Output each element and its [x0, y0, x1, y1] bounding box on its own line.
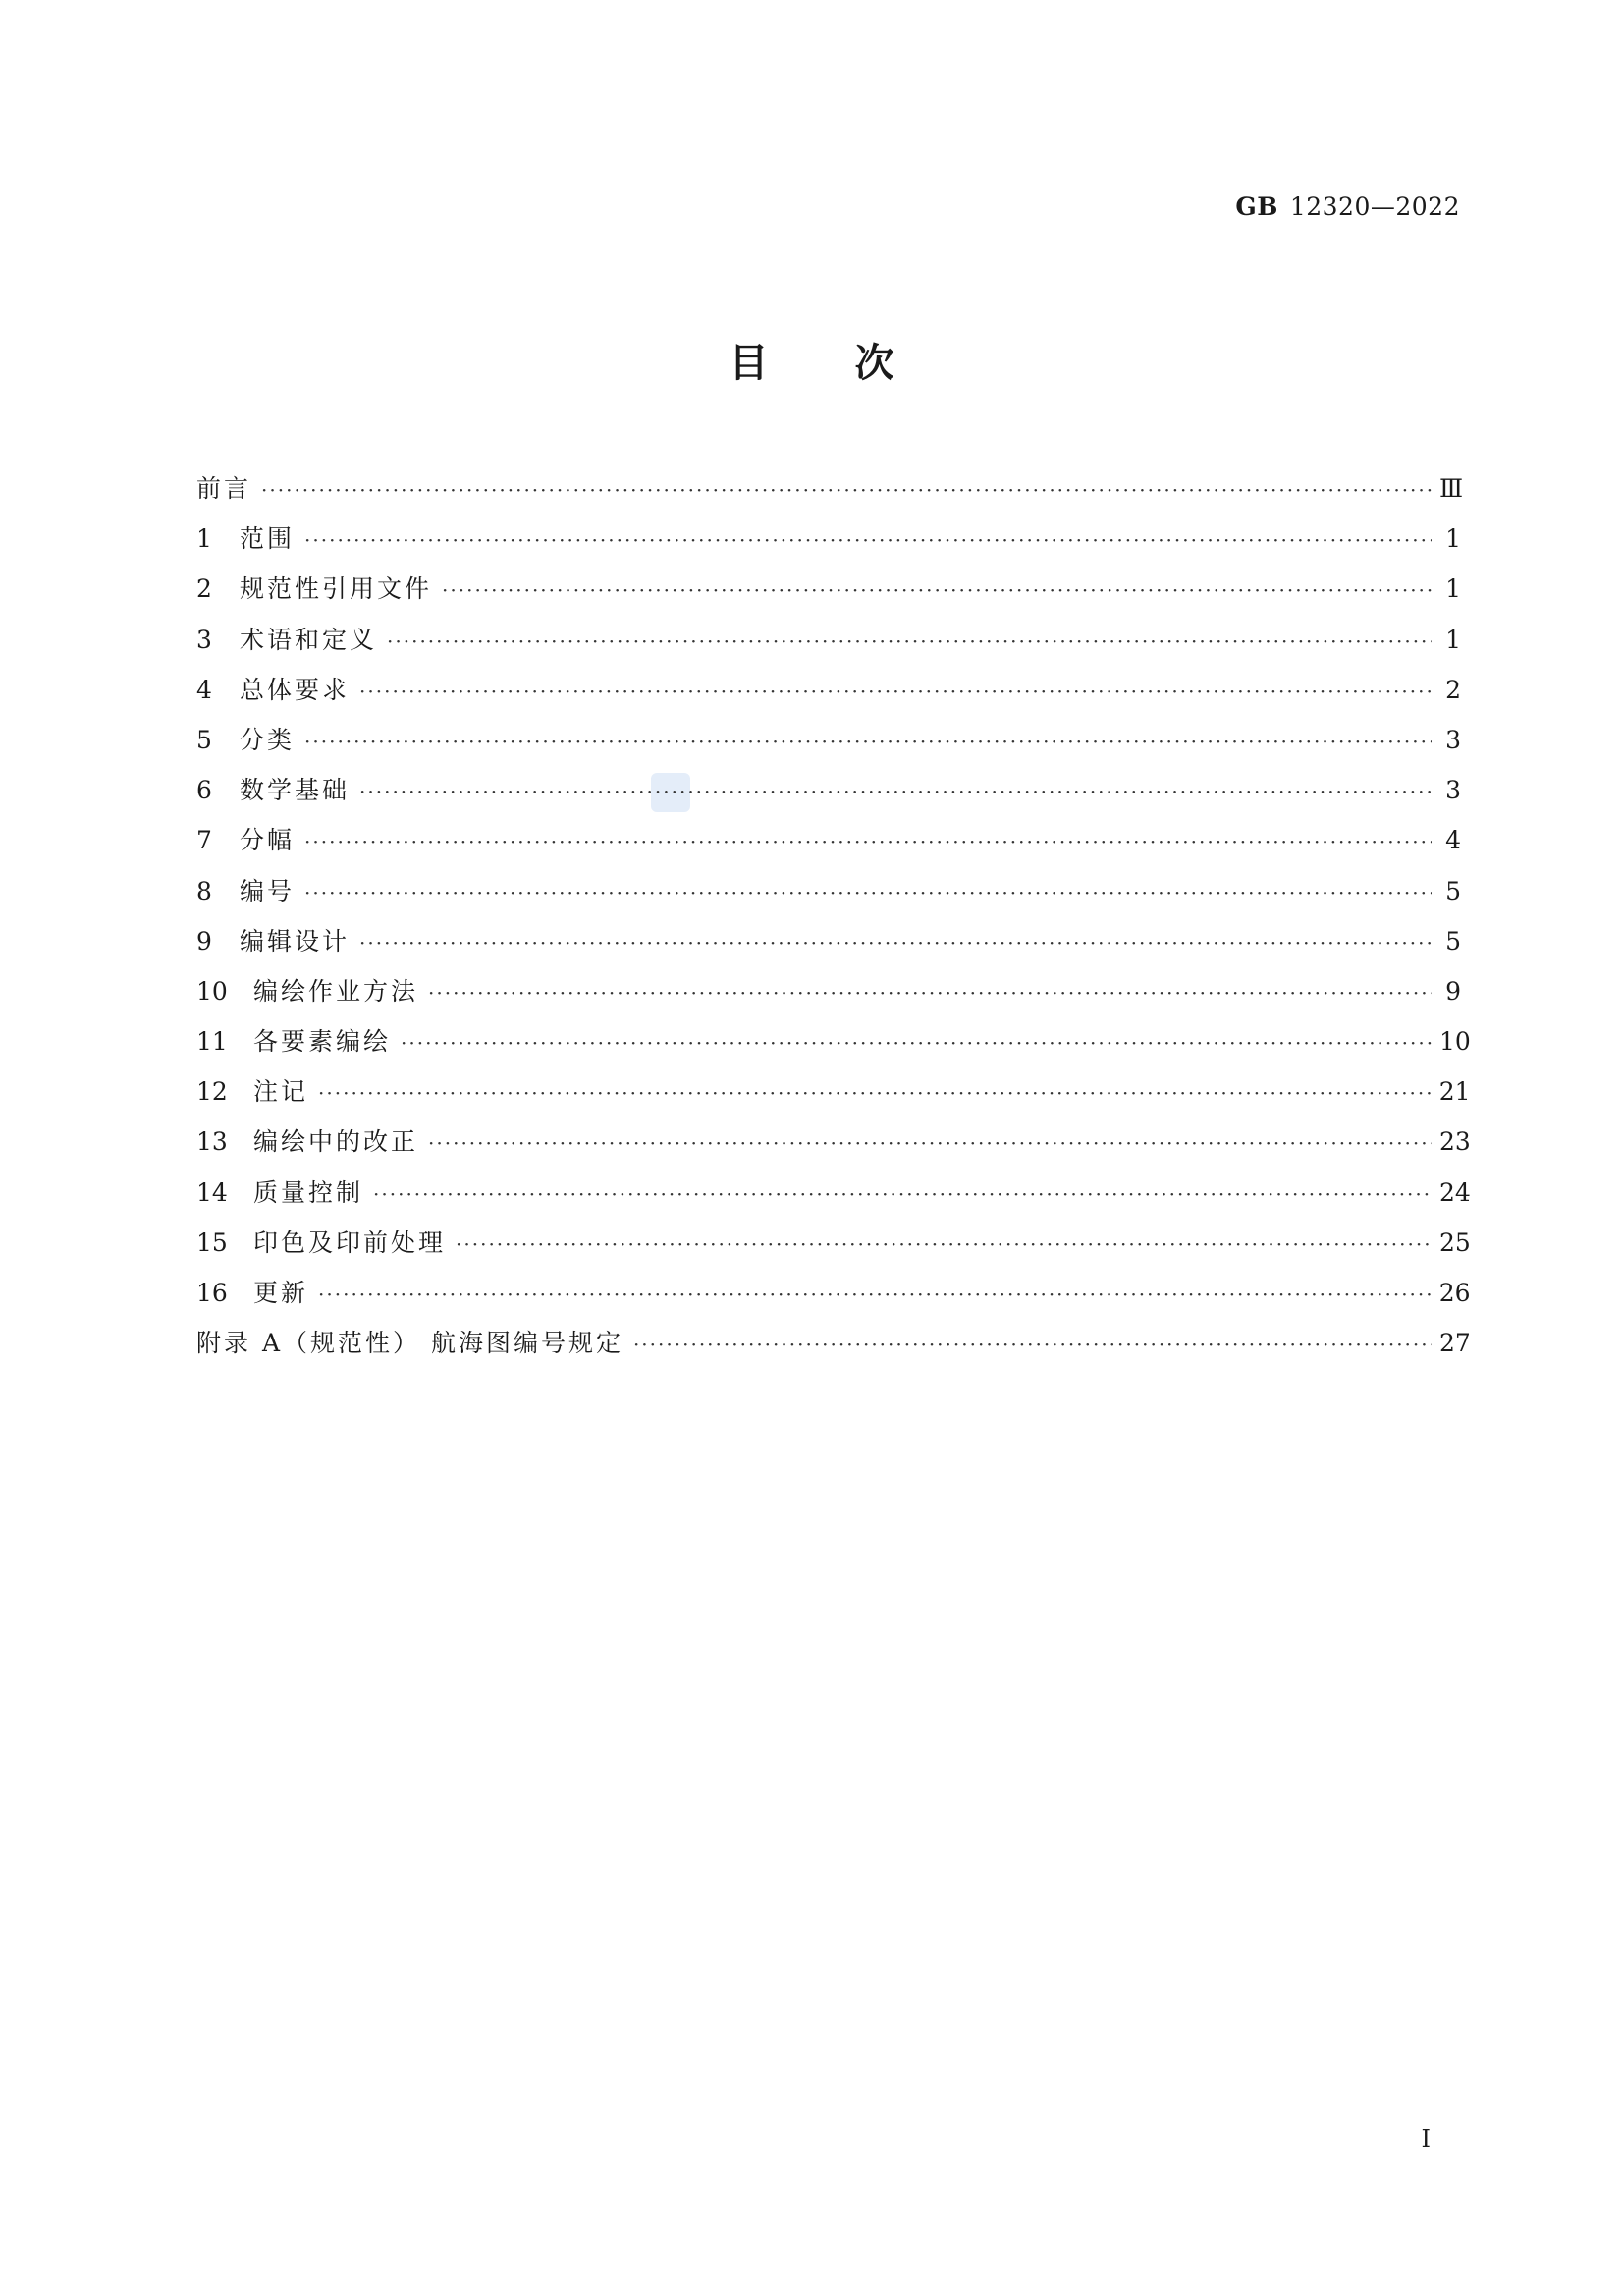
toc-entry-number: 1 [196, 524, 212, 554]
toc-entry-number: 8 [196, 876, 212, 905]
toc-entry-number: 6 [196, 776, 212, 805]
toc-entry-15[interactable] [196, 1218, 1471, 1268]
toc-entry-page: 26 [1438, 1279, 1471, 1307]
toc-entry-13[interactable] [196, 1117, 1471, 1167]
toc-leader-dots [359, 918, 1432, 968]
toc-entry-number: 9 [196, 926, 212, 956]
standard-number: 12320—2022 [1289, 192, 1460, 221]
toc-entry-11[interactable] [196, 1016, 1471, 1066]
toc-entry-page: 1 [1445, 625, 1461, 654]
toc-entry-page: 24 [1439, 1177, 1471, 1207]
toc-entry-number: 10 [196, 976, 228, 1006]
toc-leader-dots [401, 1018, 1432, 1068]
toc-leader-dots [304, 516, 1432, 566]
toc-entry-number: 11 [196, 1027, 228, 1057]
toc-entry-6[interactable] [196, 765, 1461, 815]
toc-entry-label: 编绘作业方法 [253, 976, 419, 1006]
toc-entry-number: 5 [196, 725, 212, 754]
toc-entry-number: 4 [196, 675, 212, 704]
toc-entry-label: 范围 [240, 524, 296, 554]
toc-entry-page: 5 [1445, 876, 1461, 905]
toc-leader-dots [304, 868, 1432, 918]
toc-title-char-1: 目 [729, 340, 769, 386]
toc-entry-number: 15 [196, 1228, 228, 1257]
toc-entry-page: 3 [1445, 725, 1461, 754]
toc-entry-number: 13 [196, 1127, 228, 1157]
toc-leader-dots [387, 617, 1432, 667]
toc-entry-page: 10 [1439, 1027, 1471, 1057]
toc-entry-3[interactable] [196, 615, 1461, 665]
toc-leader-dots [318, 1270, 1432, 1320]
toc-entry-1[interactable] [196, 514, 1461, 564]
toc-leader-dots [633, 1320, 1432, 1370]
toc-entry-number: 12 [196, 1077, 228, 1107]
toc-entry-number: 3 [196, 625, 212, 654]
toc-entry-label: 印色及印前处理 [253, 1228, 447, 1257]
toc-leader-dots [304, 817, 1432, 867]
toc-leader-dots [359, 667, 1432, 717]
toc-entry-number: 14 [196, 1177, 228, 1207]
toc-entry-page: 3 [1445, 776, 1461, 805]
toc-entry-page: Ⅲ [1439, 474, 1464, 503]
toc-title-char-2: 次 [854, 340, 894, 386]
toc-entry-page: 4 [1445, 826, 1461, 855]
toc-entry-appendix-a[interactable] [196, 1318, 1471, 1368]
toc-leader-dots [442, 566, 1432, 616]
toc-entry-label: 注记 [253, 1077, 309, 1107]
standard-prefix: GB [1235, 192, 1278, 221]
toc-entry-label: 编号 [240, 876, 296, 905]
toc-entry-4[interactable] [196, 665, 1461, 715]
toc-entry-label: 前言 [196, 474, 252, 503]
toc-entry-number: 16 [196, 1279, 228, 1307]
toc-entry-page: 2 [1445, 675, 1461, 704]
toc-entry-page: 9 [1445, 976, 1461, 1006]
toc-entry-foreword[interactable] [196, 464, 1464, 514]
toc-entry-label: 各要素编绘 [253, 1027, 392, 1057]
toc-leader-dots [428, 968, 1432, 1018]
toc-entry-page: 1 [1445, 524, 1461, 554]
toc-leader-dots [261, 465, 1432, 516]
standard-number-header [1235, 192, 1460, 221]
toc-entry-page: 5 [1445, 926, 1461, 956]
toc-entry-10[interactable] [196, 966, 1461, 1016]
toc-entry-label: 分幅 [240, 826, 296, 855]
toc-leader-dots [428, 1119, 1432, 1169]
toc-entry-number: 7 [196, 826, 212, 855]
toc-entry-page: 27 [1439, 1329, 1471, 1358]
toc-entry-number: 2 [196, 574, 212, 604]
toc-entry-label: 更新 [253, 1279, 309, 1307]
toc-entry-label: 规范性引用文件 [240, 574, 433, 604]
toc-entry-label: 分类 [240, 725, 296, 754]
toc-entry-label: 附录 A（规范性） 航海图编号规定 [196, 1329, 623, 1358]
toc-entry-7[interactable] [196, 815, 1461, 865]
toc-entry-9[interactable] [196, 916, 1461, 966]
toc-leader-dots [456, 1220, 1432, 1270]
toc-entry-page: 25 [1439, 1228, 1471, 1257]
toc-entry-12[interactable] [196, 1066, 1471, 1117]
toc-leader-dots [304, 717, 1432, 767]
page-number: I [1421, 2125, 1431, 2153]
toc-entry-label: 数学基础 [240, 776, 351, 805]
toc-leader-dots [373, 1170, 1432, 1220]
toc-entry-page: 1 [1445, 574, 1461, 604]
toc-entry-page: 23 [1439, 1127, 1471, 1157]
toc-entry-label: 术语和定义 [240, 625, 378, 654]
toc-entry-page: 21 [1438, 1077, 1471, 1107]
toc-entry-label: 质量控制 [253, 1177, 364, 1207]
toc-entry-14[interactable] [196, 1168, 1471, 1218]
toc-entry-2[interactable] [196, 564, 1461, 614]
toc-entry-label: 总体要求 [240, 675, 351, 704]
toc-entry-5[interactable] [196, 715, 1461, 765]
toc-title [0, 332, 1623, 388]
toc-entry-16[interactable] [196, 1268, 1471, 1318]
toc-entry-label: 编辑设计 [240, 926, 351, 956]
toc-list [196, 464, 1471, 1368]
toc-entry-8[interactable] [196, 866, 1461, 916]
toc-leader-dots [318, 1068, 1432, 1119]
toc-leader-dots [359, 767, 1432, 817]
toc-entry-label: 编绘中的改正 [253, 1127, 419, 1157]
